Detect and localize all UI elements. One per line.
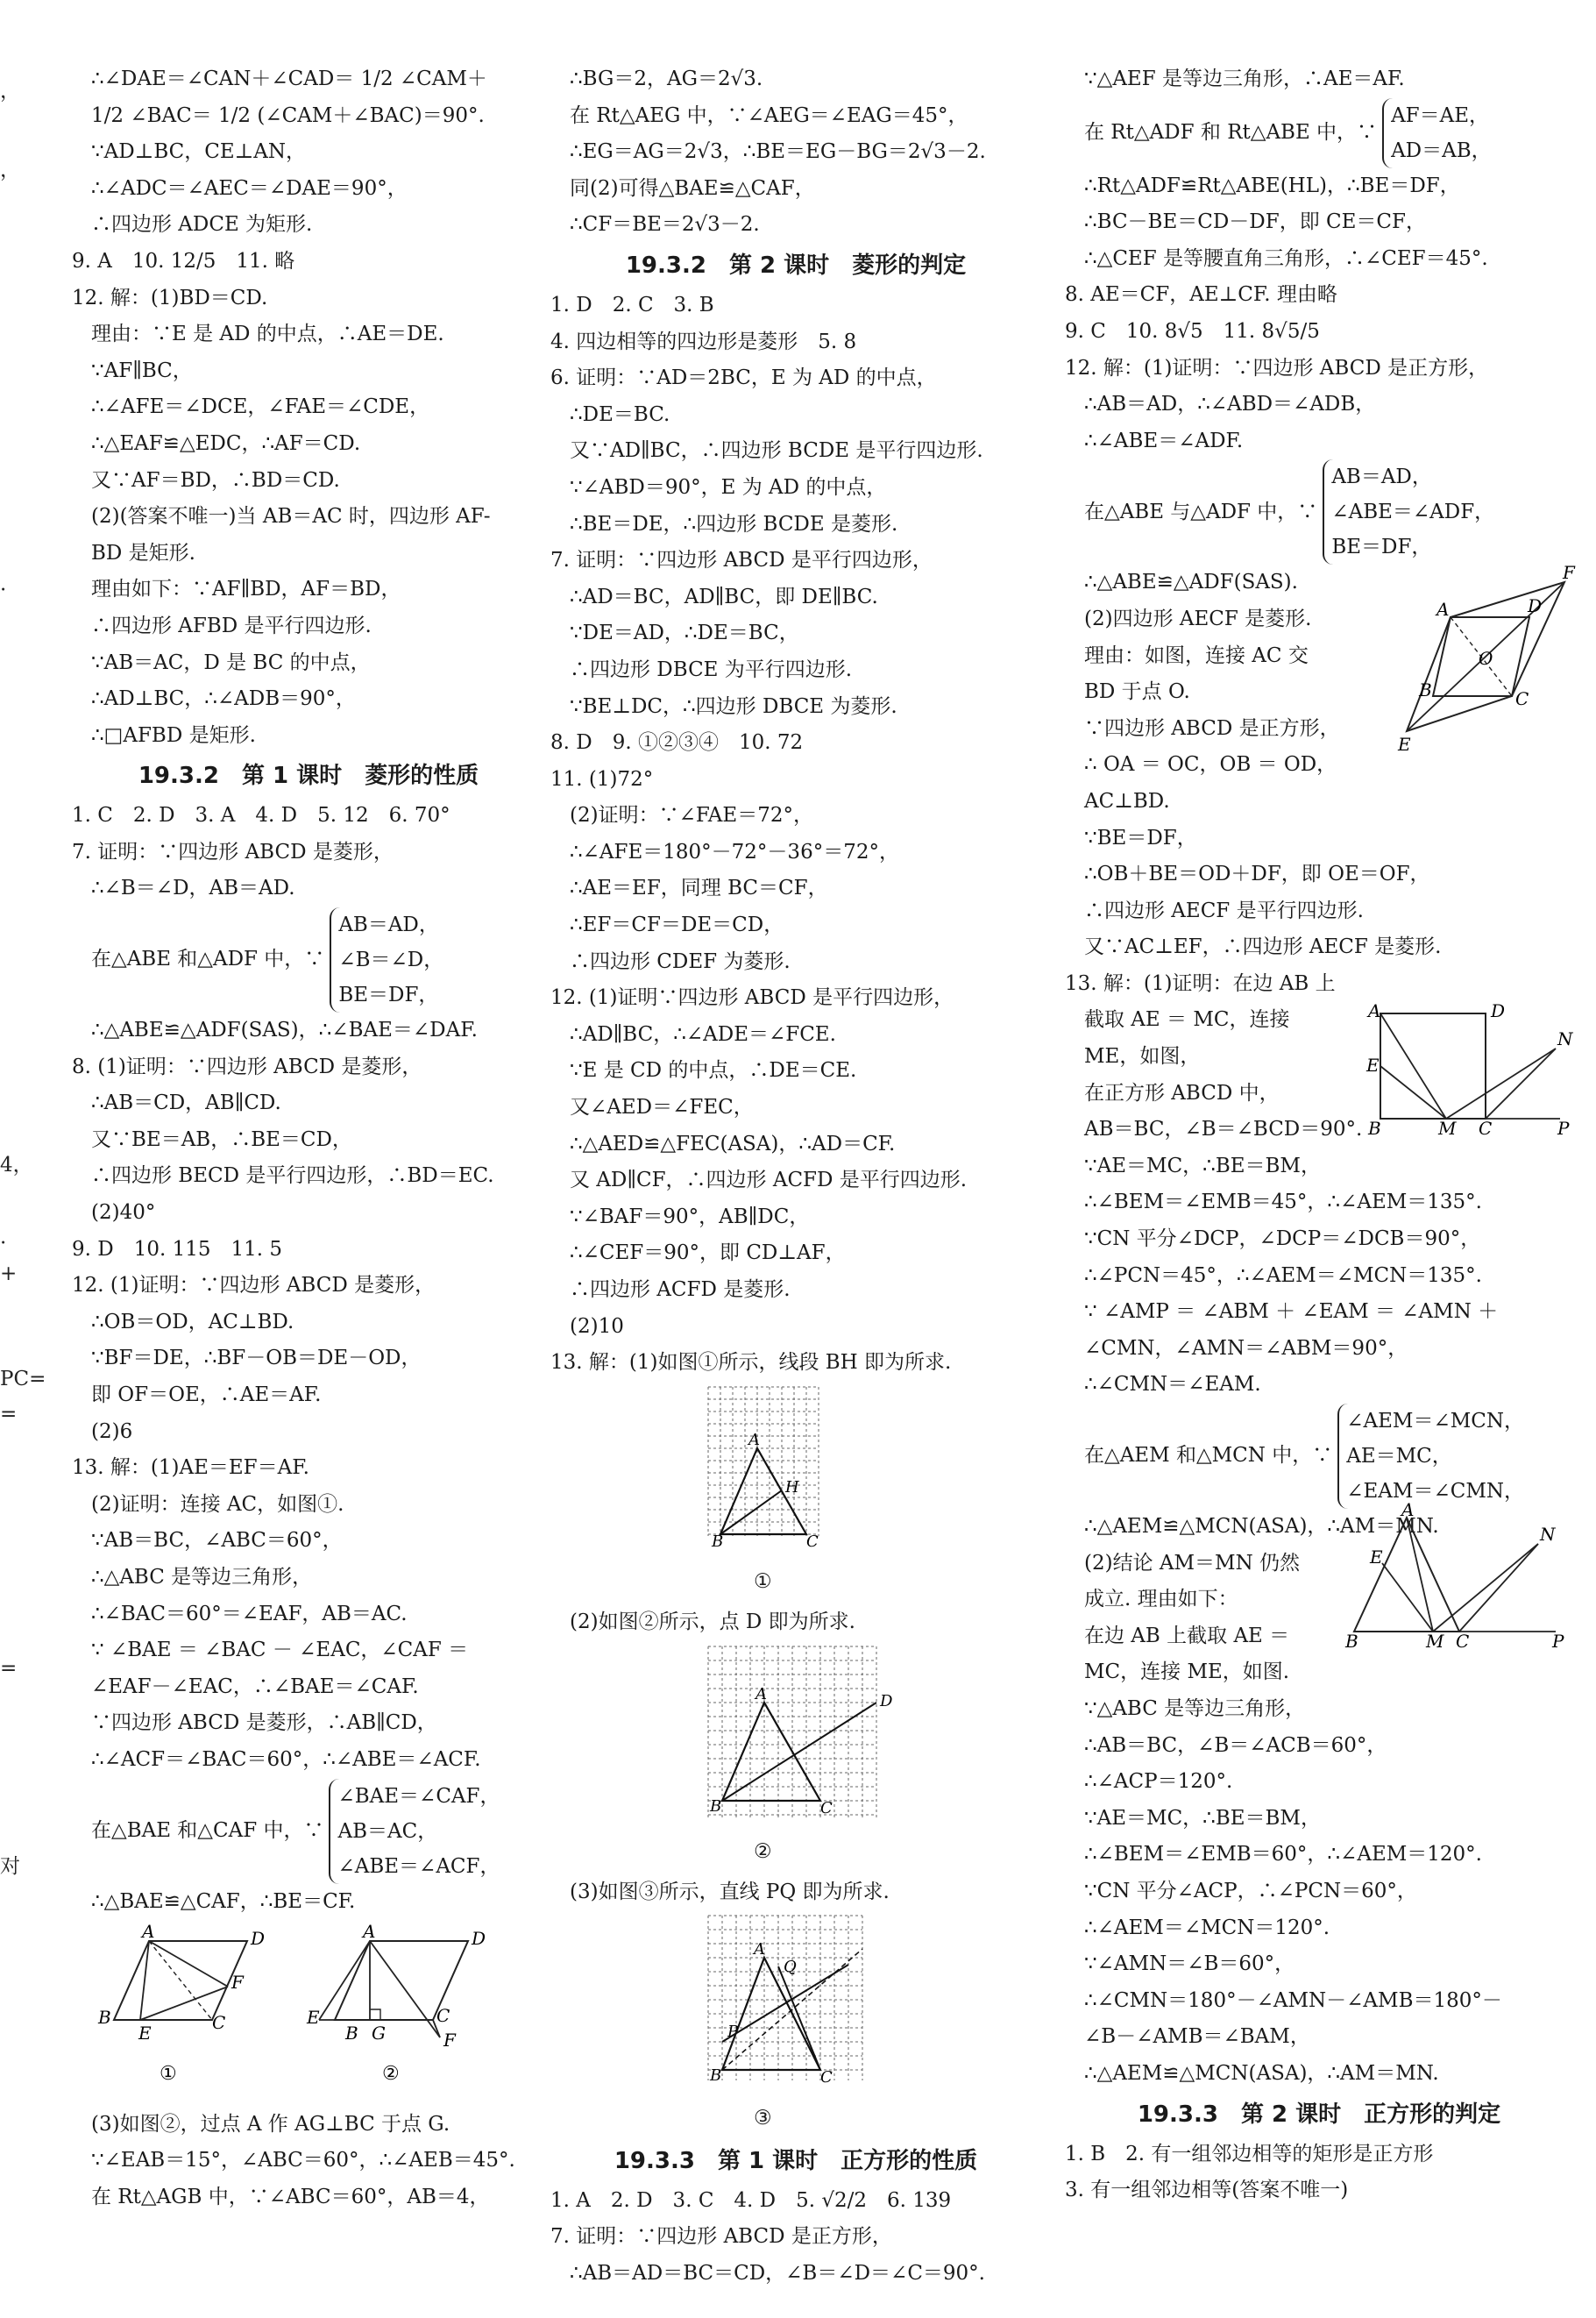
brace-lead: 在 Rt△ADF 和 Rt△ABE 中，∵ (1084, 120, 1378, 144)
text-line: ∴EG＝AG＝2√3，∴BE＝EG－BG＝2√3－2. (570, 140, 986, 164)
brace-line: ∠ABE＝∠ADF， (1331, 501, 1495, 524)
margin-fragment: · (0, 579, 7, 601)
text-line: 1. A 2. D 3. C 4. D 5. √2/2 6. 139 (550, 2188, 952, 2212)
text-line: ∵AD⊥BC，CE⊥AN， (91, 140, 306, 164)
text-line: ∴△EAF≌△EDC，∴AF＝CD. (91, 431, 361, 455)
text-line: 9. A 10. 12/5 11. 略 (72, 249, 295, 273)
text-line: ∴∠ABE＝∠ADF. (1084, 429, 1244, 452)
svg-text:B: B (1368, 1118, 1381, 1139)
text-line: ∵△ABC 是等边三角形， (1084, 1696, 1306, 1720)
text-line: ∴□AFBD 是矩形. (91, 723, 256, 747)
svg-text:D: D (880, 1691, 893, 1710)
svg-text:D: D (1528, 595, 1543, 617)
text-line: ∵AB＝AC，D 是 BC 的中点， (91, 651, 371, 674)
text-line: 1. C 2. D 3. A 4. D 5. 12 6. 70° (72, 804, 450, 828)
grid-figure-2 (550, 1645, 1041, 1871)
text-line: ∴AD∥BC，∴∠ADE＝∠FCE. (570, 1022, 836, 1046)
margin-fragment: ， (0, 80, 20, 103)
brace-line: AE＝MC， (1346, 1445, 1452, 1468)
text-line: 13. 解：(1)如图①所示，线段 BH 即为所求. (550, 1351, 952, 1375)
text-line: ∴∠ACF＝∠BAC＝60°，∴∠ABE＝∠ACF. (91, 1747, 481, 1771)
svg-text:B: B (345, 2023, 358, 2044)
text-line: ∠EAF－∠EAC，∴∠BAE＝∠CAF. (91, 1675, 419, 1698)
svg-text:C: C (436, 2005, 450, 2027)
text-line: ∴∠PCN＝45°，∴∠AEM＝∠MCN＝135°. (1084, 1263, 1482, 1287)
brace-line: ∠B＝∠D， (338, 949, 444, 972)
text-line: (2)如图②所示，点 D 即为所求. (570, 1610, 855, 1633)
svg-text:P: P (727, 2023, 739, 2042)
text-line: 7. 证明：∵四边形 ABCD 是平行四边形， (550, 549, 933, 572)
text-line: ∴四边形 ADCE 为矩形. (91, 213, 313, 237)
text-line: ∴△AED≌△FEC(ASA)，∴AD＝CF. (570, 1132, 896, 1155)
text-line: 在 Rt△AGB 中，∵∠ABC＝60°，AB＝4， (91, 2185, 490, 2208)
triangle-figure-13-2 (1345, 1499, 1573, 1652)
text-line: ∵ ∠BAE ＝ ∠BAC － ∠EAC，∠CAF ＝ (91, 1639, 469, 1662)
text-line: ∴ OA ＝ OC，OB ＝ OD， (1084, 753, 1337, 777)
brace-lead: 在△BAE 和△CAF 中，∵ (91, 1818, 324, 1842)
text-line: ∴AD⊥BC，∴∠ADB＝90°， (91, 687, 356, 711)
text-line: ∴OB＋BE＝OD＋DF，即 OE＝OF， (1084, 863, 1430, 886)
svg-text:B: B (710, 2066, 722, 2086)
svg-text:F: F (1563, 562, 1575, 584)
text-line: 又∵AD∥BC，∴四边形 BCDE 是平行四边形. (570, 439, 983, 463)
section-title: 19.3.2 第 1 课时 菱形的性质 (138, 763, 479, 790)
text-line: 在 Rt△AEG 中，∵∠AEG＝∠EAG＝45°， (570, 103, 968, 127)
svg-text:N: N (1557, 1028, 1573, 1049)
svg-text:M: M (1438, 1118, 1457, 1139)
text-line: 理由：如图，连接 AC 交 (1084, 643, 1309, 667)
brace-lines (329, 1779, 500, 1884)
brace-condition (1065, 1404, 1573, 1509)
text-line: 9. C 10. 8√5 11. 8√5/5 (1065, 319, 1320, 343)
text-line: ∴∠BEM＝∠EMB＝60°，∴∠AEM＝120°. (1084, 1843, 1482, 1866)
rhombus-figure-2 (306, 1921, 486, 2085)
svg-text:C: C (820, 2068, 833, 2087)
svg-text:C: C (806, 1532, 819, 1551)
text-line: ∵∠EAB＝15°，∠ABC＝60°，∴∠AEB＝45°. (91, 2149, 515, 2172)
svg-text:C: C (820, 1798, 833, 1817)
column-2 (550, 61, 1041, 2292)
text-line: ∵BF＝DE，∴BF－OB＝DE－OD， (91, 1347, 422, 1370)
text-line: 6. 证明：∵AD＝2BC，E 为 AD 的中点， (550, 366, 937, 390)
square-figure-13-1 (1363, 1000, 1573, 1139)
margin-fragment: 4， (0, 1154, 33, 1177)
figure-caption: ① (754, 1570, 772, 1594)
text-line: 又∵BE＝AB，∴BE＝CD， (91, 1127, 352, 1151)
text-line: (2)6 (91, 1419, 133, 1443)
text-line: 1. D 2. C 3. B (550, 293, 714, 316)
brace-lines (330, 907, 443, 1013)
svg-text:G: G (372, 2023, 386, 2044)
svg-text:H: H (785, 1477, 799, 1497)
text-line: ∴Rt△ADF≌Rt△ABE(HL)，∴BE＝DF， (1084, 174, 1460, 197)
text-line: 又∠AED＝∠FEC， (570, 1096, 754, 1120)
text-line: 12. 解：(1)BD＝CD. (72, 286, 268, 309)
text-line: ∴∠DAE＝∠CAN＋∠CAD＝ 1/2 ∠CAM＋ (91, 68, 487, 90)
text-line: ∴AE＝EF，同理 BC＝CF， (570, 877, 828, 900)
text-line: ∵CN 平分∠DCP，∠DCP＝∠DCB＝90°， (1084, 1227, 1481, 1251)
text-line: ∴四边形 AECF 是平行四边形. (1084, 899, 1364, 922)
text-line: 8. D 9. ①②③④ 10. 72 (550, 731, 804, 755)
brace-line: ∠ABE＝∠ACF， (337, 1854, 500, 1878)
svg-text:C: C (1515, 688, 1529, 710)
column-1 (72, 61, 545, 2216)
text-line: 11. (1)72° (550, 767, 654, 791)
text-line: ∵∠AMN＝∠B＝60°， (1084, 1952, 1295, 1976)
text-line: ∴∠AFE＝∠DCE，∠FAE＝∠CDE， (91, 395, 430, 419)
text-line: 截取 AE ＝ MC，连接 (1084, 1008, 1290, 1032)
svg-text:E: E (307, 2007, 320, 2029)
brace-line: ∠EAM＝∠CMN， (1346, 1480, 1525, 1503)
text-line: ∴∠ADC＝∠AEC＝∠DAE＝90°， (91, 176, 408, 200)
text-line: 8. (1)证明：∵四边形 ABCD 是菱形， (72, 1055, 422, 1078)
svg-text:A: A (142, 1921, 155, 1943)
text-line: (2)证明：连接 AC，如图①. (91, 1492, 344, 1516)
text-line: ∴OB＝OD，AC⊥BD. (91, 1310, 294, 1333)
rhombus-figures (72, 1923, 545, 2103)
svg-text:②: ② (382, 2063, 400, 2086)
text-line: 成立. 理由如下： (1084, 1588, 1238, 1611)
text-line: (2)40° (91, 1201, 156, 1225)
brace-condition (1065, 98, 1573, 168)
text-line: 12. (1)证明∵四边形 ABCD 是平行四边形， (550, 986, 954, 1010)
text-line: ∵AB＝BC，∠ABC＝60°， (91, 1529, 343, 1553)
svg-text:C: C (1479, 1118, 1493, 1139)
text-line: (2)10 (570, 1314, 624, 1338)
text-line: 9. D 10. 115 11. 5 (72, 1237, 283, 1261)
text-line: 12. 解：(1)证明：∵四边形 ABCD 是正方形， (1065, 356, 1489, 380)
text-line: ∴∠BEM＝∠EMB＝45°，∴∠AEM＝135°. (1084, 1191, 1482, 1214)
text-line: 8. AE＝CF，AE⊥CF. 理由略 (1065, 283, 1337, 307)
text-line: (2)四边形 AECF 是菱形. (1084, 607, 1312, 630)
svg-text:Q: Q (784, 1958, 797, 1977)
brace-line: AB＝AC， (337, 1819, 438, 1843)
text-line: 7. 证明：∵四边形 ABCD 是菱形， (72, 840, 394, 864)
svg-text:A: A (755, 1684, 767, 1703)
text-line: 13. 解：(1)证明：在边 AB 上 (1065, 971, 1336, 995)
svg-text:A: A (754, 1940, 765, 1959)
text-line: ∴四边形 CDEF 为菱形. (570, 949, 791, 973)
brace-line: AB＝AD， (338, 914, 439, 937)
text-line: AB＝BC，∠B＝∠BCD＝90°. (1084, 1118, 1363, 1141)
text-line: ∵CN 平分∠ACP，∴∠PCN＝60°， (1084, 1879, 1417, 1902)
text-line: ∴BC－BE＝CD－DF，即 CE＝CF， (1084, 210, 1426, 234)
svg-text:A: A (748, 1430, 760, 1449)
text-line: 1/2 ∠BAC＝ 1/2 (∠CAM＋∠BAC)＝90°. (91, 103, 485, 127)
text-line: ∴△CEF 是等腰直角三角形，∴∠CEF＝45°. (1084, 246, 1488, 270)
brace-lines (1337, 1404, 1524, 1509)
text-line: ∵AF∥BC， (91, 359, 193, 382)
text-line: ∠B－∠AMB＝∠BAM， (1084, 2025, 1310, 2049)
section-title: 19.3.2 第 2 课时 菱形的判定 (625, 252, 967, 279)
svg-text:E: E (1398, 734, 1411, 756)
svg-text:E: E (1366, 1055, 1380, 1076)
text-line: 13. 解：(1)AE＝EF＝AF. (72, 1456, 309, 1480)
text-line: ∵∠ABD＝90°，E 为 AD 的中点， (570, 475, 887, 499)
svg-text:O: O (1479, 648, 1493, 670)
brace-lead: 在△ABE 和△ADF 中，∵ (91, 948, 325, 971)
text-line: ∴∠B＝∠D，AB＝AD. (91, 877, 295, 900)
svg-text:①: ① (160, 2063, 177, 2086)
margin-fragment: = (0, 1657, 18, 1680)
text-line: 又∵AF＝BD，∴BD＝CD. (91, 468, 340, 492)
svg-text:C: C (212, 2012, 226, 2034)
svg-text:C: C (1456, 1631, 1470, 1652)
text-line: ∴△ABE≌△ADF(SAS)，∴∠BAE＝∠DAF. (91, 1019, 478, 1042)
svg-text:B: B (1345, 1631, 1358, 1652)
text-line: ∴AB＝CD，AB∥CD. (91, 1091, 281, 1115)
svg-text:E: E (1370, 1547, 1383, 1568)
brace-condition (72, 1779, 545, 1884)
text-line: ∴四边形 DBCE 为平行四边形. (570, 658, 853, 681)
svg-text:B: B (710, 1796, 722, 1816)
text-line: 即 OF＝OE，∴AE＝AF. (91, 1383, 322, 1406)
text-line: ∴BG＝2，AG＝2√3. (570, 68, 763, 90)
svg-text:B: B (1419, 679, 1432, 701)
svg-text:F: F (443, 2030, 456, 2051)
figure-caption: ③ (754, 2106, 772, 2130)
text-line: 在正方形 ABCD 中， (1084, 1081, 1280, 1105)
text-line: ∠CMN，∠AMN＝∠ABM＝90°， (1084, 1336, 1408, 1360)
text-line: BD 于点 O. (1084, 680, 1190, 704)
svg-text:M: M (1426, 1631, 1444, 1652)
rhombus-figure-1 (97, 1921, 265, 2085)
text-line: 4. 四边相等的四边形是菱形 5. 8 (550, 330, 857, 353)
margin-fragment: = (0, 1403, 18, 1426)
brace-lines (1382, 98, 1492, 168)
section-title: 19.3.3 第 2 课时 正方形的判定 (1137, 2101, 1501, 2128)
text-line: 3. 有一组邻边相等(答案不唯一) (1065, 2179, 1349, 2202)
text-line: 又∵AC⊥EF，∴四边形 AECF 是菱形. (1084, 935, 1442, 959)
brace-line: ∠BAE＝∠CAF， (337, 1784, 500, 1808)
text-line: ∴DE＝BC. (570, 402, 670, 426)
text-line: ∴四边形 ACFD 是菱形. (570, 1278, 791, 1301)
margin-fragment: + (0, 1262, 18, 1285)
brace-line: BE＝DF， (1331, 536, 1432, 559)
brace-lead: 在△ABE 与△ADF 中，∵ (1084, 500, 1318, 523)
svg-text:D: D (472, 1928, 486, 1950)
text-line: ∵DE＝AD，∴DE＝BC， (570, 622, 799, 645)
text-line: ∵E 是 CD 的中点，∴DE＝CE. (570, 1059, 857, 1083)
text-line: (2)(答案不唯一)当 AB＝AC 时，四边形 AF- (91, 505, 491, 529)
text-line: 理由：∵E 是 AD 的中点，∴AE＝DE. (91, 323, 444, 346)
text-line: (2)证明：∵∠FAE＝72°， (570, 804, 813, 828)
text-line: ∵∠BAF＝90°，AB∥DC， (570, 1205, 810, 1228)
margin-fragment: 对 (0, 1855, 20, 1878)
text-line: ∴AB＝AD，∴∠ABD＝∠ADB， (1084, 393, 1376, 416)
text-line: ∵△AEF 是等边三角形，∴AE＝AF. (1084, 68, 1405, 90)
text-line: 1. B 2. 有一组邻边相等的矩形是正方形 (1065, 2142, 1434, 2165)
text-line: ∴BE＝DE，∴四边形 BCDE 是菱形. (570, 512, 898, 536)
text-line: ∴∠CEF＝90°，即 CD⊥AF， (570, 1241, 846, 1265)
margin-fragment: ， (0, 159, 20, 181)
text-line: AC⊥BD. (1084, 789, 1170, 813)
svg-text:A: A (1368, 1000, 1381, 1021)
margin-fragment: · (0, 1232, 7, 1255)
text-line: (3)如图②，过点 A 作 AG⊥BC 于点 G. (91, 2112, 450, 2136)
text-line: ∵AE＝MC，∴BE＝BM， (1084, 1154, 1321, 1177)
text-line: ∴四边形 AFBD 是平行四边形. (91, 614, 372, 637)
text-line: BD 是矩形. (91, 541, 195, 565)
text-line: ∴EF＝CF＝DE＝CD， (570, 914, 784, 937)
svg-text:P: P (1552, 1631, 1564, 1652)
text-line: 12. (1)证明：∵四边形 ABCD 是菱形， (72, 1274, 436, 1298)
text-line: ∴△AEM≌△MCN(ASA)，∴AM＝MN. (1084, 1515, 1439, 1538)
text-line: 理由如下：∵AF∥BD，AF＝BD， (91, 578, 401, 601)
brace-condition (1065, 459, 1573, 565)
section-title: 19.3.3 第 1 课时 正方形的性质 (614, 2147, 978, 2174)
svg-text:E: E (138, 2023, 152, 2044)
text-line: 同(2)可得△BAE≌△CAF， (570, 176, 815, 200)
text-line: ∴四边形 BECD 是平行四边形，∴BD＝EC. (91, 1164, 494, 1188)
margin-fragment: PC= (0, 1368, 46, 1390)
svg-text:A: A (363, 1921, 376, 1943)
svg-text:A: A (1436, 599, 1450, 621)
text-line: ∴∠BAC＝60°＝∠EAF，AB＝AC. (91, 1602, 408, 1625)
grid-figure-3 (550, 1914, 1041, 2137)
text-line: ∴∠ACP＝120°. (1084, 1770, 1233, 1794)
text-line: ∵ ∠AMP ＝ ∠ABM ＋ ∠EAM ＝ ∠AMN ＋ (1084, 1300, 1499, 1324)
svg-text:D: D (251, 1928, 266, 1950)
text-line: 在边 AB 上截取 AE ＝ (1084, 1624, 1290, 1647)
text-line: 又 AD∥CF，∴四边形 ACFD 是平行四边形. (570, 1169, 968, 1192)
brace-condition (72, 907, 545, 1013)
brace-line: BE＝DF， (338, 984, 439, 1007)
svg-text:P: P (1557, 1118, 1570, 1139)
svg-text:N: N (1540, 1524, 1556, 1545)
square-rhombus-figure (1398, 562, 1575, 766)
text-line: ∴∠AFE＝180°－72°－36°＝72°， (570, 840, 899, 864)
brace-lines (1323, 459, 1494, 565)
text-line: ∴∠CMN＝180°－∠AMN－∠AMB＝180°－ (1084, 1988, 1502, 2012)
svg-text:F: F (231, 1972, 244, 1994)
text-line: ∵四边形 ABCD 是菱形，∴AB∥CD， (91, 1711, 437, 1735)
text-line: (3)如图③所示，直线 PQ 即为所求. (570, 1880, 890, 1903)
brace-line: ∠AEM＝∠MCN， (1346, 1410, 1525, 1433)
text-line: MC，连接 ME，如图. (1084, 1660, 1290, 1684)
text-line: ∴△ABC 是等边三角形， (91, 1565, 313, 1589)
text-line: ∴∠AEM＝∠MCN＝120°. (1084, 1916, 1330, 1939)
text-line: ∴AB＝AD＝BC＝CD，∠B＝∠D＝∠C＝90°. (570, 2261, 985, 2285)
svg-text:A: A (1401, 1499, 1415, 1520)
brace-line: AD＝AB， (1391, 139, 1492, 162)
svg-text:B: B (98, 2007, 111, 2029)
figure-caption: ② (754, 1840, 772, 1864)
brace-line: AF＝AE， (1391, 103, 1490, 127)
text-line: (2)结论 AM＝MN 仍然 (1084, 1551, 1301, 1575)
svg-text:B: B (712, 1532, 724, 1551)
svg-text:D: D (1491, 1000, 1506, 1021)
text-line: ∴△AEM≌△MCN(ASA)，∴AM＝MN. (1084, 2061, 1439, 2085)
text-line: ME，如图， (1084, 1045, 1201, 1069)
brace-line: AB＝AD， (1331, 466, 1432, 489)
text-line: ∴AD＝BC，AD∥BC，即 DE∥BC. (570, 585, 878, 608)
text-line: ∴△BAE≌△CAF，∴BE＝CF. (91, 1889, 356, 1913)
text-line: ∴△ABE≌△ADF(SAS). (1084, 571, 1298, 594)
text-line: ∵BE＝DF， (1084, 826, 1197, 850)
column-3 (1065, 61, 1573, 2209)
grid-figure-1 (550, 1385, 1041, 1601)
text-line: ∴AB＝BC，∠B＝∠ACB＝60°， (1084, 1733, 1387, 1757)
text-line: ∴∠CMN＝∠EAM. (1084, 1373, 1261, 1397)
text-line: ∴CF＝BE＝2√3－2. (570, 213, 760, 237)
text-line: ∵四边形 ABCD 是正方形， (1084, 716, 1340, 740)
text-line: 7. 证明：∵四边形 ABCD 是正方形， (550, 2225, 892, 2249)
text-line: ∵AE＝MC，∴BE＝BM， (1084, 1806, 1321, 1830)
brace-lead: 在△AEM 和△MCN 中，∵ (1084, 1444, 1333, 1468)
text-line: ∵BE⊥DC，∴四边形 DBCE 为菱形. (570, 694, 897, 718)
